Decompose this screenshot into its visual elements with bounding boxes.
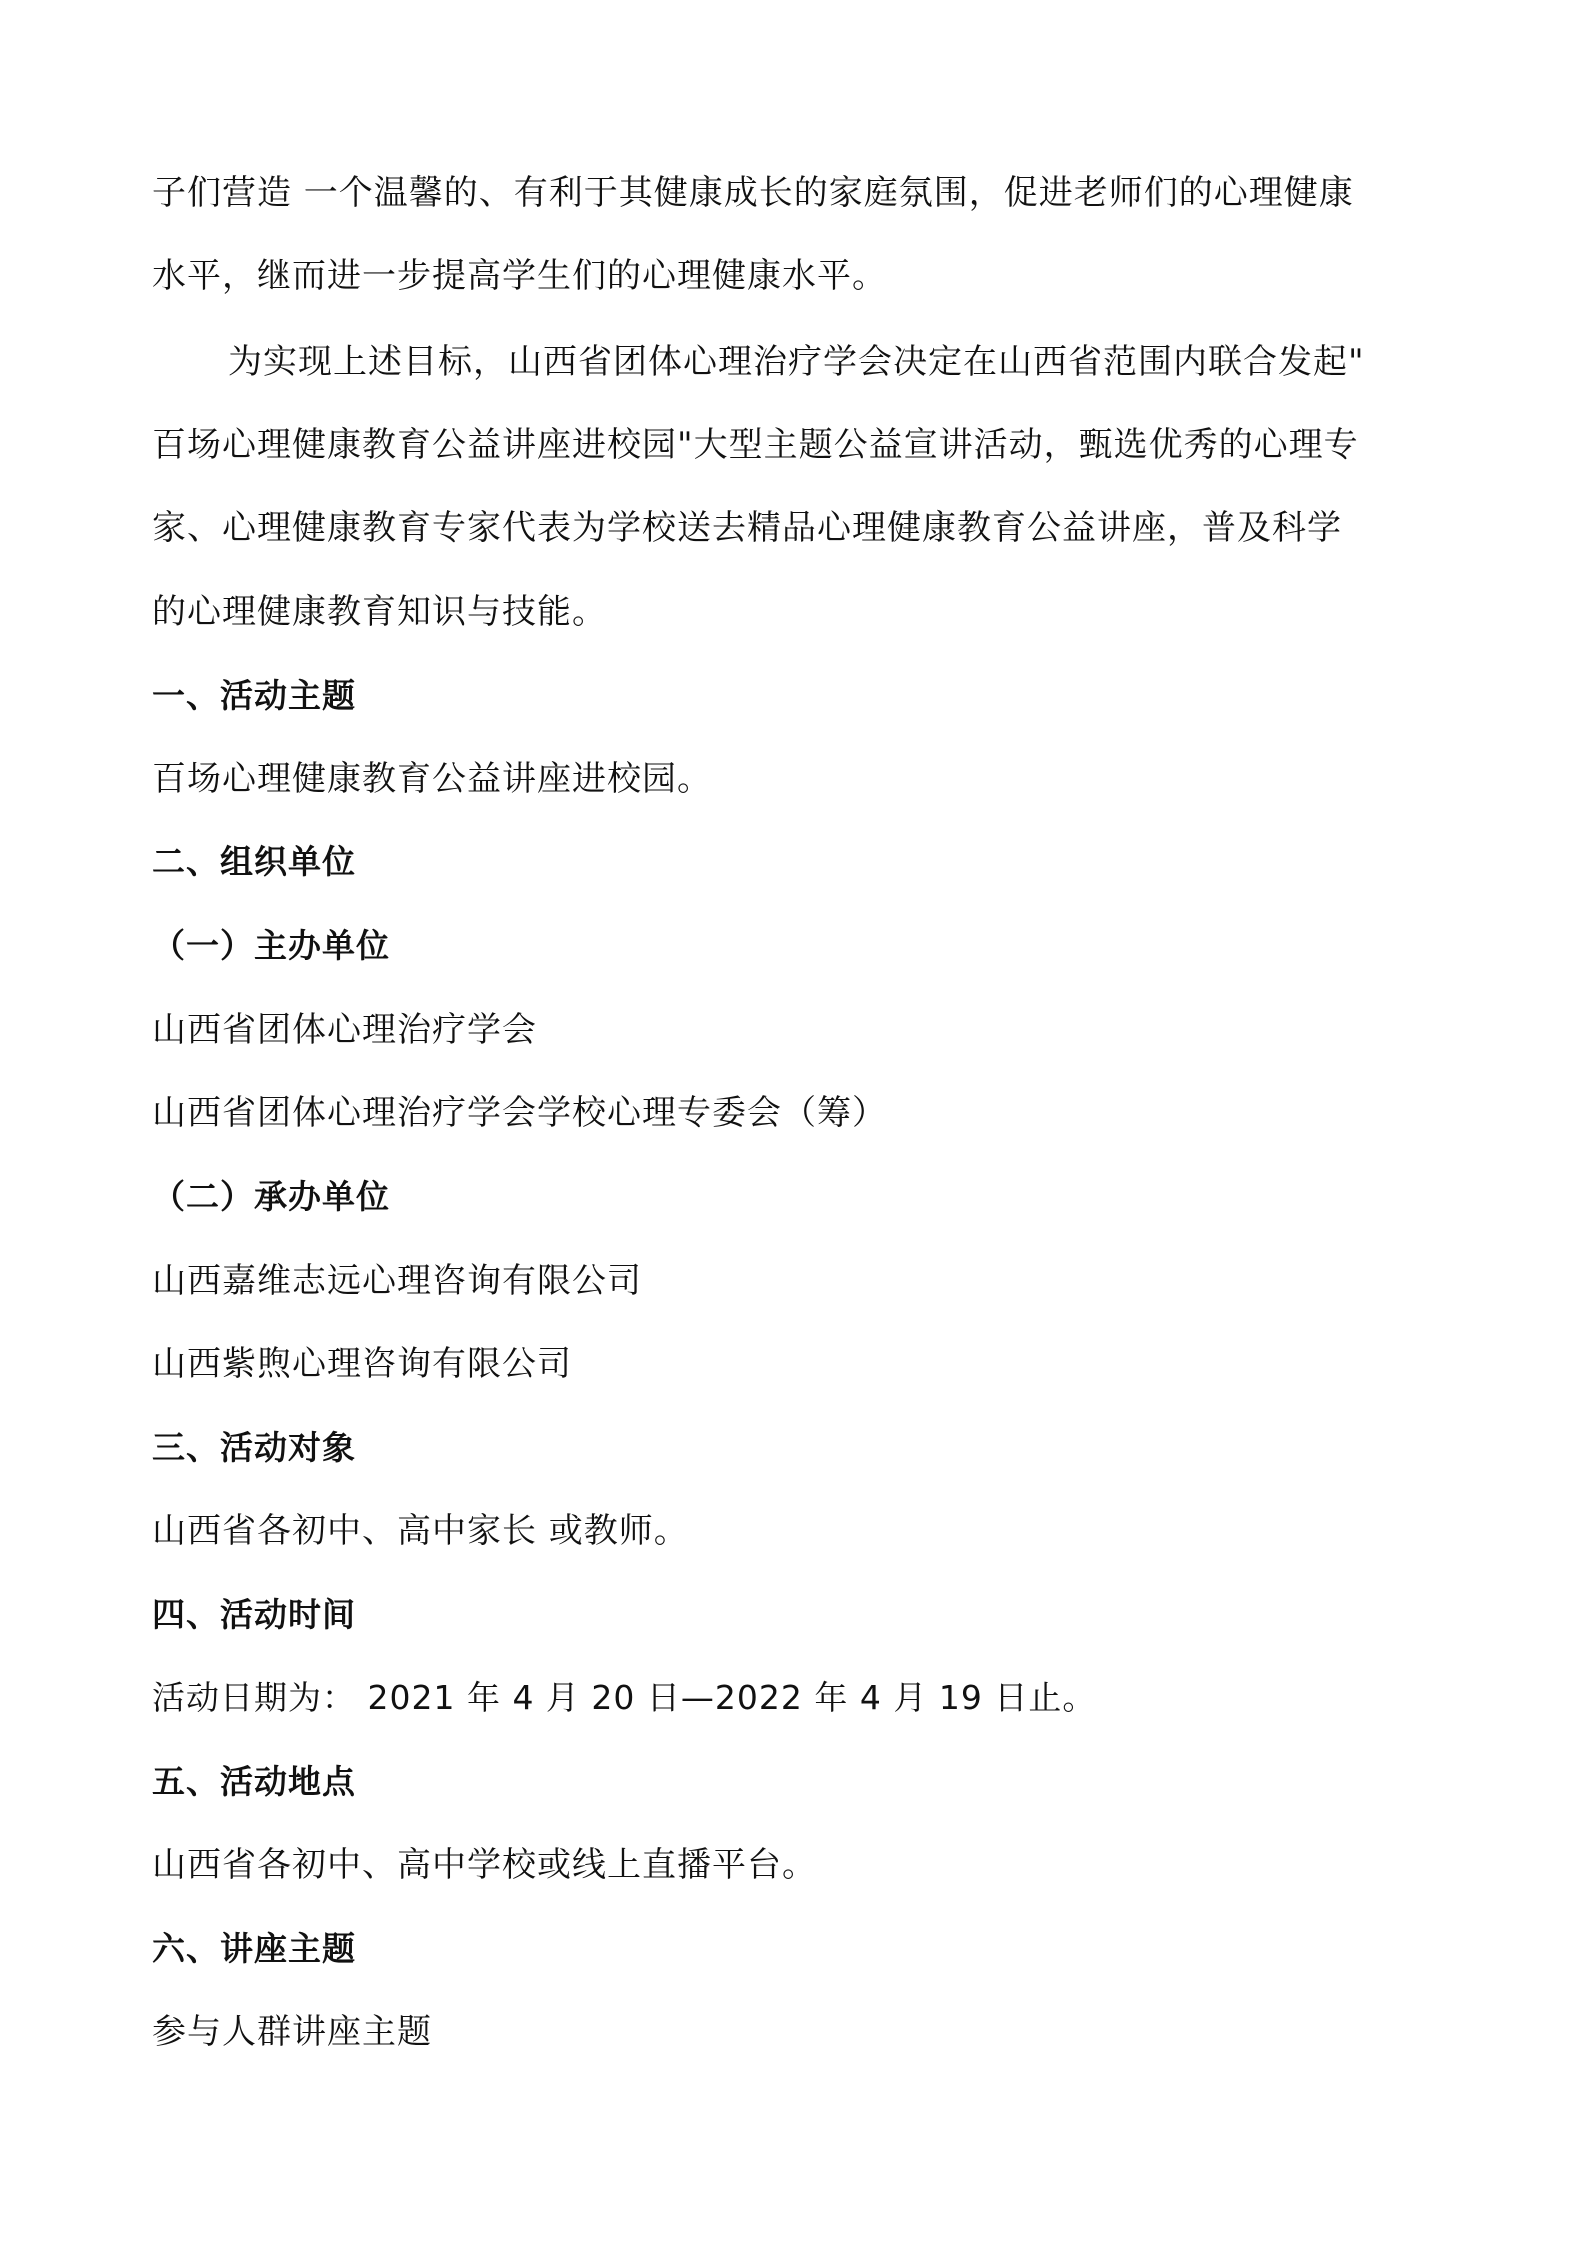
section-heading-audience: 三、活动对象 (152, 1428, 356, 1467)
subheading-organizer: （二）承办单位 (152, 1177, 390, 1216)
intro-paragraph-line-2: 水平，继而进一步提高学生们的心理健康水平。 (152, 256, 887, 296)
host-unit-1: 山西省团体心理治疗学会 (152, 1010, 537, 1050)
place-text: 山西省各初中、高中学校或线上直播平台。 (152, 1845, 817, 1885)
audience-text: 山西省各初中、高中家长 或教师。 (152, 1511, 689, 1551)
topic-text: 参与人群讲座主题 (152, 2012, 432, 2052)
subheading-host: （一）主办单位 (152, 926, 390, 965)
organizer-unit-1: 山西嘉维志远心理咨询有限公司 (152, 1261, 642, 1301)
time-text: 活动日期为： 2021 年 4 月 20 日—2022 年 4 月 19 日止。 (152, 1678, 1097, 1717)
goal-paragraph-line-4: 的心理健康教育知识与技能。 (152, 592, 607, 632)
goal-paragraph-line-3: 家、心理健康教育专家代表为学校送去精品心理健康教育公益讲座，普及科学 (152, 508, 1342, 548)
section-heading-topic: 六、讲座主题 (152, 1929, 356, 1968)
section-heading-organization: 二、组织单位 (152, 842, 356, 881)
section-heading-time: 四、活动时间 (152, 1595, 356, 1634)
section-heading-theme: 一、活动主题 (152, 676, 356, 715)
organizer-unit-2: 山西紫煦心理咨询有限公司 (152, 1344, 572, 1384)
host-unit-2: 山西省团体心理治疗学会学校心理专委会（筹） (152, 1093, 887, 1133)
goal-paragraph-line-2: 百场心理健康教育公益讲座进校园"大型主题公益宣讲活动，甄选优秀的心理专 (152, 425, 1359, 465)
theme-text: 百场心理健康教育公益讲座进校园。 (152, 759, 712, 799)
section-heading-place: 五、活动地点 (152, 1762, 356, 1801)
intro-paragraph-line-1: 子们营造 一个温馨的、有利于其健康成长的家庭氛围，促进老师们的心理健康 (152, 173, 1354, 213)
goal-paragraph-line-1: 为实现上述目标，山西省团体心理治疗学会决定在山西省范围内联合发起" (228, 342, 1365, 382)
